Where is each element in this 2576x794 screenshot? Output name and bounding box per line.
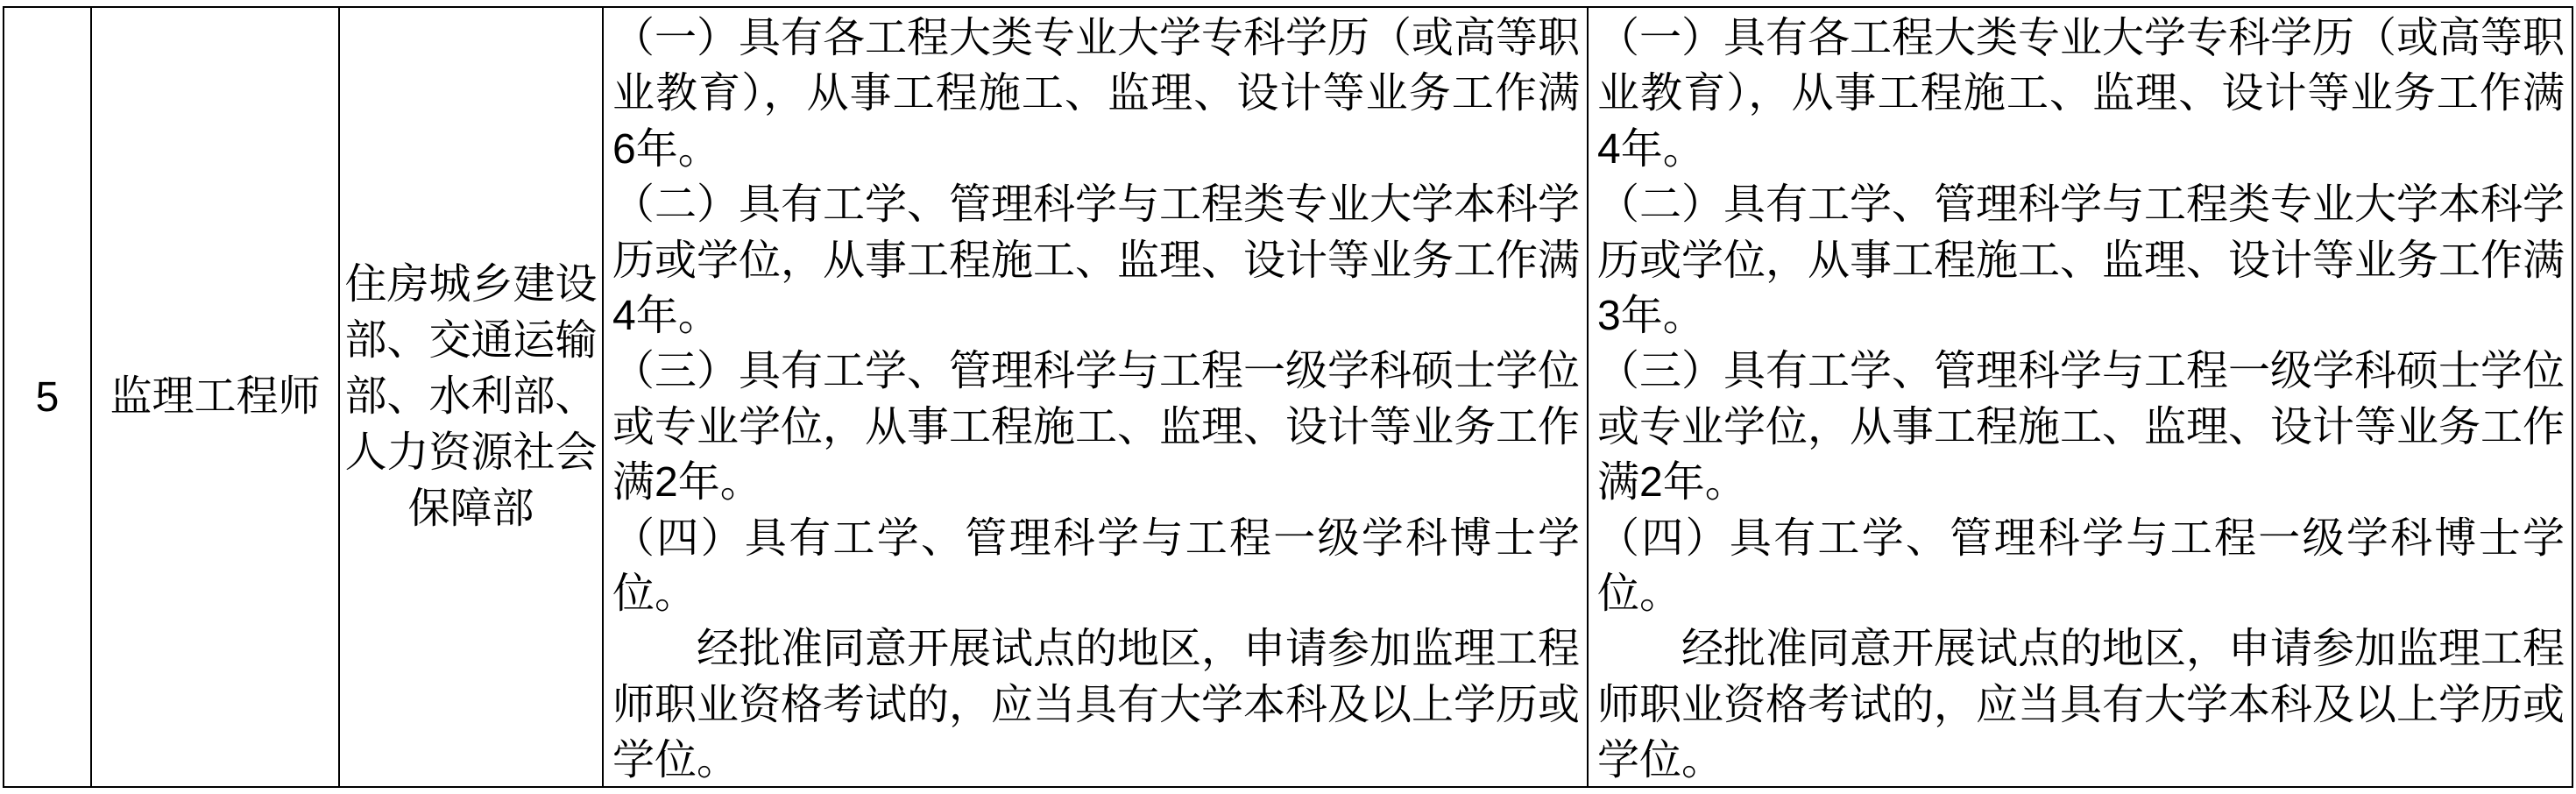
criteria-cell-right xyxy=(1589,8,2572,786)
criteria-item-2: （二）具有工学、管理科学与工程类专业大学本科学历或学位，从事工程施工、监理、设计等业务工作满4年。 xyxy=(612,181,1581,340)
row-number-cell xyxy=(4,8,92,786)
criteria-item-2: （二）具有工学、管理科学与工程类专业大学本科学历或学位，从事工程施工、监理、设计等业务工作满3年。 xyxy=(1597,181,2565,340)
authorities-cell xyxy=(340,8,604,786)
criteria-note: 经批准同意开展试点的地区，申请参加监理工程师职业资格考试的，应当具有大学本科及以上学历或学位。 xyxy=(612,626,1581,784)
criteria-item-3: （三）具有工学、管理科学与工程一级学科硕士学位或专业学位，从事工程施工、监理、设计等业务工作满2年。 xyxy=(1597,348,2565,507)
row-number: 5 xyxy=(35,373,60,421)
criteria-note: 经批准同意开展试点的地区，申请参加监理工程师职业资格考试的，应当具有大学本科及以上学历或学位。 xyxy=(1597,626,2565,784)
profession-cell xyxy=(92,8,340,786)
qualification-table-row xyxy=(3,6,2573,788)
criteria-item-1: （一）具有各工程大类专业大学专科学历（或高等职业教育），从事工程施工、监理、设计等业务工作满4年。 xyxy=(1597,15,2565,173)
criteria-item-3: （三）具有工学、管理科学与工程一级学科硕士学位或专业学位，从事工程施工、监理、设计等业务工作满2年。 xyxy=(612,348,1581,507)
criteria-cell-left xyxy=(604,8,1589,786)
authorities-text: 住房城乡建设部、交通运输部、水利部、人力资源社会保障部 xyxy=(344,261,598,532)
profession-name: 监理工程师 xyxy=(110,373,321,420)
criteria-item-4: （四）具有工学、管理科学与工程一级学科博士学位。 xyxy=(1597,514,2565,618)
criteria-item-1: （一）具有各工程大类专业大学专科学历（或高等职业教育），从事工程施工、监理、设计等业务工作满6年。 xyxy=(612,15,1581,173)
criteria-item-4: （四）具有工学、管理科学与工程一级学科博士学位。 xyxy=(612,514,1580,618)
